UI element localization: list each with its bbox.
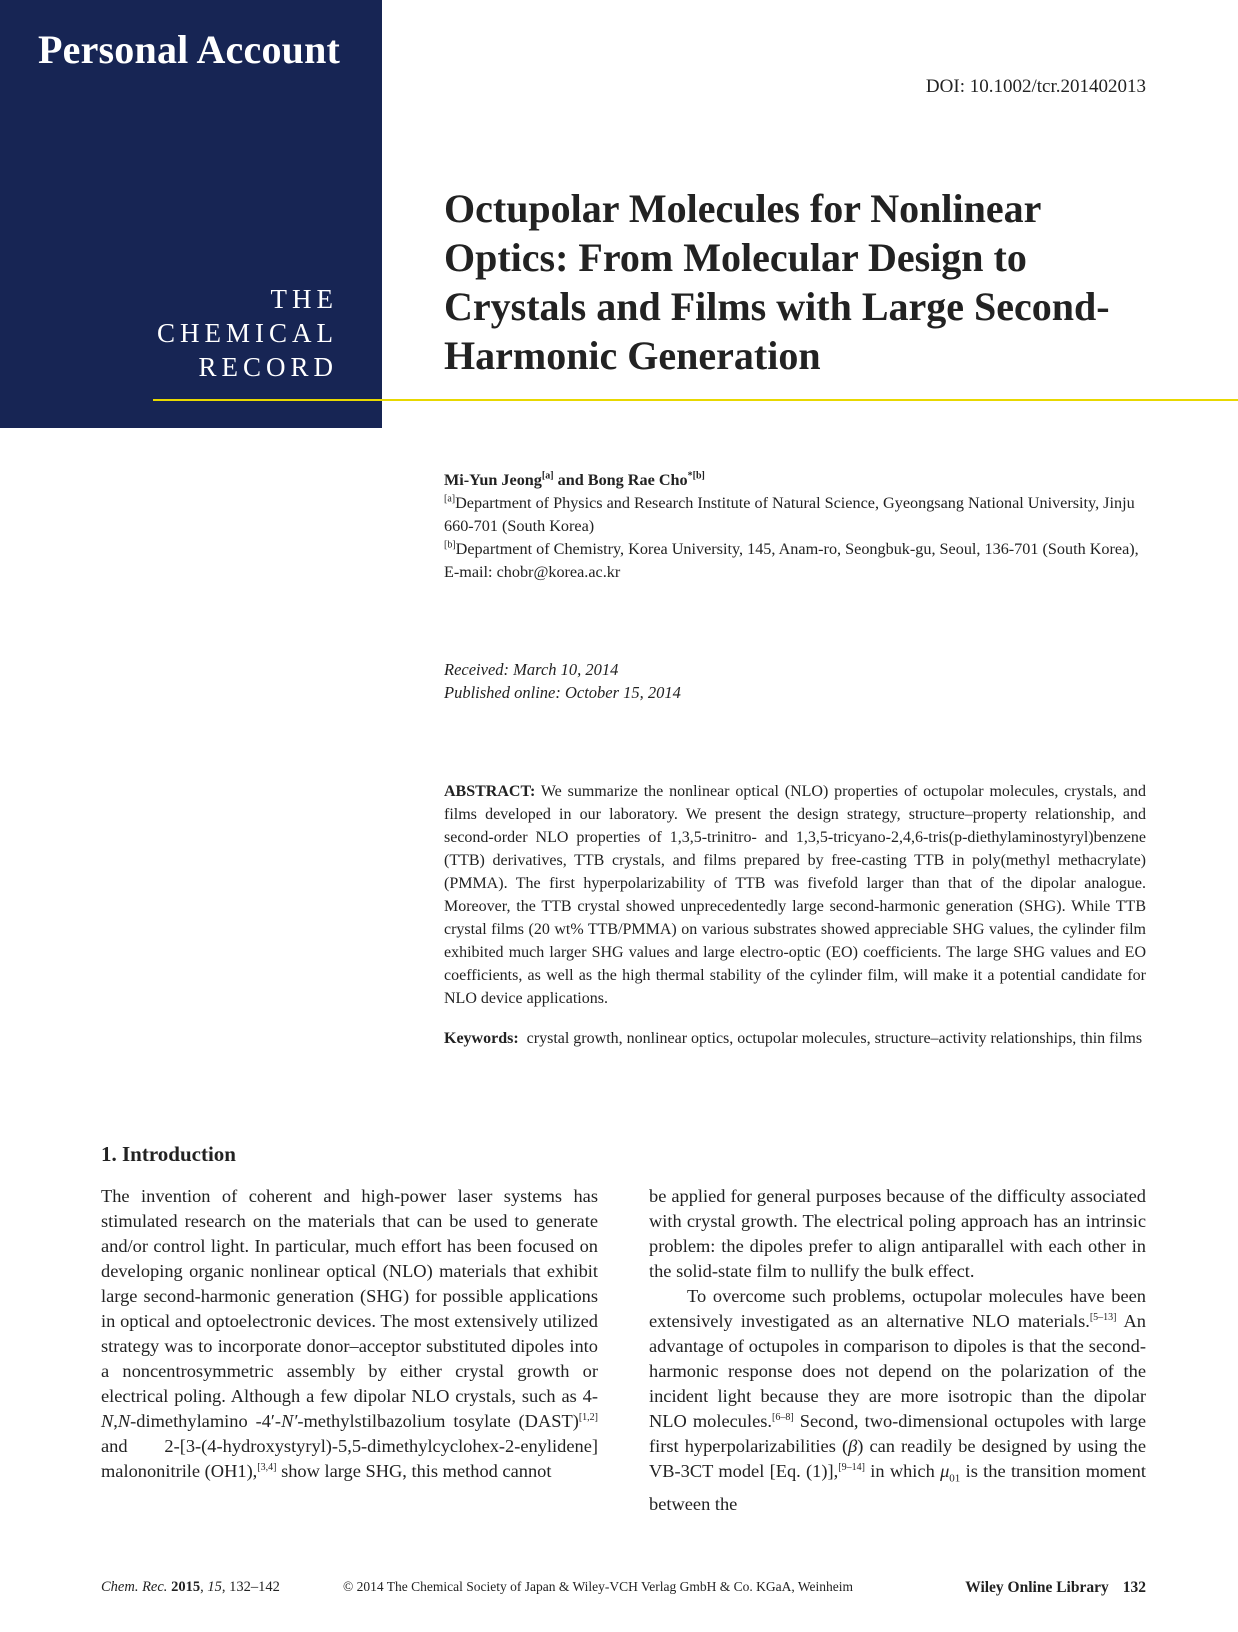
body-paragraph [101, 1184, 598, 1484]
body-text: An advantage of octupoles in comparison to dipoles is that the second-harmonic response does not depend on the polarization of the incident light because they are more isotropic than the dipolar NLO molecules. [649, 1311, 1146, 1431]
footer-volume: 15 [207, 1579, 222, 1595]
publication-dates [444, 658, 681, 704]
journal-name-line: RECORD [198, 352, 338, 382]
published-date: Published online: October 15, 2014 [444, 683, 681, 702]
body-paragraph: be applied for general purposes because of the difficulty associated with crystal growth. The electrical poling approach has an intrinsic problem: the dipoles prefer to align antiparallel with each other in the solid-state film to nullify the bulk effect. [649, 1186, 1146, 1281]
keywords-text: crystal growth, nonlinear optics, octupolar molecules, structure–activity relationships, thin films [526, 1030, 1143, 1047]
author-name: Mi-Yun Jeong [444, 471, 542, 489]
author-names [444, 469, 1164, 492]
body-text-italic: β [848, 1436, 858, 1456]
affiliation-text: Department of Chemistry, Korea University, 145, Anam-ro, Seongbuk-gu, Seoul, 136-701 (South Korea), [455, 540, 1139, 558]
doi-link[interactable]: DOI: 10.1002/tcr.201402013 [925, 76, 1146, 97]
affiliation-marker: [a] [444, 493, 456, 505]
citation-ref[interactable]: [3,4] [257, 1461, 277, 1473]
abstract [444, 780, 1146, 1010]
citation-ref[interactable]: [6–8] [772, 1411, 794, 1423]
footer-library [965, 1579, 1146, 1597]
journal-name [157, 282, 338, 384]
body-text: , [113, 1411, 118, 1431]
body-text: To overcome such problems, octupolar molecules have been extensively investigated as an alternative NLO materials. [649, 1286, 1146, 1331]
keywords-label: Keywords: [444, 1030, 519, 1047]
footer-copyright: © 2014 The Chemical Society of Japan & Wiley-VCH Verlag GmbH & Co. KGaA, Weinheim [343, 1579, 854, 1594]
footer-journal: Chem. Rec. [101, 1579, 168, 1595]
header-rule [153, 399, 1238, 401]
body-text: ) can readily be designed by using the VB-3CT model [Eq. (1)], [649, 1436, 1146, 1481]
footer-library-name[interactable]: Wiley Online Library [965, 1579, 1109, 1596]
citation-ref[interactable]: [9–14] [838, 1461, 865, 1473]
author-block [444, 469, 1164, 584]
citation-ref[interactable]: [5–13] [1089, 1311, 1117, 1323]
footer-year: 2015 [171, 1579, 201, 1595]
body-text: Second, two-dimensional octupoles with large first hyperpolarizabilities ( [649, 1411, 1146, 1456]
body-text: -methylstilbazolium tosylate (DAST) [297, 1411, 579, 1431]
author-name: Bong Rae Cho [587, 471, 688, 489]
affiliation-a [444, 492, 1164, 538]
body-text: show large SHG, this method cannot [276, 1461, 552, 1481]
journal-name-line: THE [270, 284, 338, 314]
body-text-italic: N [101, 1411, 114, 1431]
page-number: 132 [1122, 1579, 1146, 1596]
affiliation-marker: [b] [444, 539, 456, 551]
body-text-italic: N [117, 1411, 131, 1431]
affiliation-b [444, 538, 1164, 561]
body-text: The invention of coherent and high-power laser systems has stimulated research on the materials that can be used to generate and/or control light. In particular, much effort has been focused on developing organic nonlinear optical (NLO) materials that exhibit large second-harmonic generation (SHG) for possible applications in optical and optoelectronic devices. The most extensively utilized strategy was to incorporate donor–acceptor substituted dipoles into a noncentrosymmetric assembly by either crystal growth or electrical poling. Although a few dipolar NLO crystals, such as 4- [101, 1186, 598, 1406]
received-date: Received: March 10, 2014 [444, 660, 619, 679]
journal-name-line: CHEMICAL [157, 318, 338, 348]
citation-ref[interactable]: [1,2] [578, 1411, 598, 1423]
page-footer [101, 1579, 1146, 1603]
header-banner [0, 0, 382, 428]
article-type-label: Personal Account [38, 27, 341, 72]
body-paragraph [649, 1284, 1146, 1517]
affiliation-text: Department of Physics and Research Institute of Natural Science, Gyeongsang National University, Jinju 660-701 (South Korea) [444, 494, 1135, 535]
article-title: Octupolar Molecules for Nonlinear Optics: From Molecular Design to Crystals and Films with Large Second-Harmonic Generation [444, 186, 1110, 378]
body-column-right [649, 1184, 1146, 1517]
footer-pages: , 132–142 [221, 1579, 280, 1595]
section-heading: 1. Introduction [101, 1142, 236, 1166]
abstract-label: ABSTRACT: [444, 783, 536, 800]
keywords [444, 1027, 1146, 1050]
body-text: is the transition moment between the [649, 1461, 1146, 1514]
author-email[interactable]: E-mail: chobr@korea.ac.kr [444, 563, 621, 581]
affiliation-marker: *[b] [687, 470, 705, 482]
body-text-italic: μ [940, 1461, 950, 1481]
body-column-left [101, 1184, 598, 1484]
body-text: in which [864, 1461, 941, 1481]
footer-citation: Chem. Rec. 2015, 15, 132–142 [101, 1579, 280, 1595]
body-text-subscript: 01 [949, 1472, 961, 1485]
abstract-text: We summarize the nonlinear optical (NLO) properties of octupolar molecules, crystals, and films developed in our laboratory. We present the design strategy, structure–property relationship, and second-order NLO properties of 1,3,5-trinitro- and 1,3,5-tricyano-2,4,6-tris(p-diethylaminostyryl)benzene (TTB) derivatives, TTB crystals, and films prepared by free-casting TTB in poly(methyl methacrylate) (PMMA). The first hyperpolarizability of TTB was fivefold larger than that of the dipolar analogue. Moreover, the TTB crystal showed unprecedentedly large second-harmonic generation (SHG). While TTB crystal films (20 wt% TTB/PMMA) on various substrates showed appreciable SHG values, the cylinder film exhibited much larger SHG values and large electro-optic (EO) coefficients. The large SHG values and EO coefficients, as well as the high thermal stability of the cylinder film, will make it a potential candidate for NLO device applications. [444, 783, 1147, 1007]
body-text: and 2-[3-(4-hydroxystyryl)-5,5-dimethylcyclohex-2-enylidene] malononitrile (OH1), [101, 1436, 598, 1481]
author-conjunction: and [557, 471, 584, 489]
affiliation-marker: [a] [541, 470, 554, 482]
body-text: -dimethylamino -4′- [130, 1411, 282, 1431]
body-text-italic: N′ [281, 1411, 298, 1431]
